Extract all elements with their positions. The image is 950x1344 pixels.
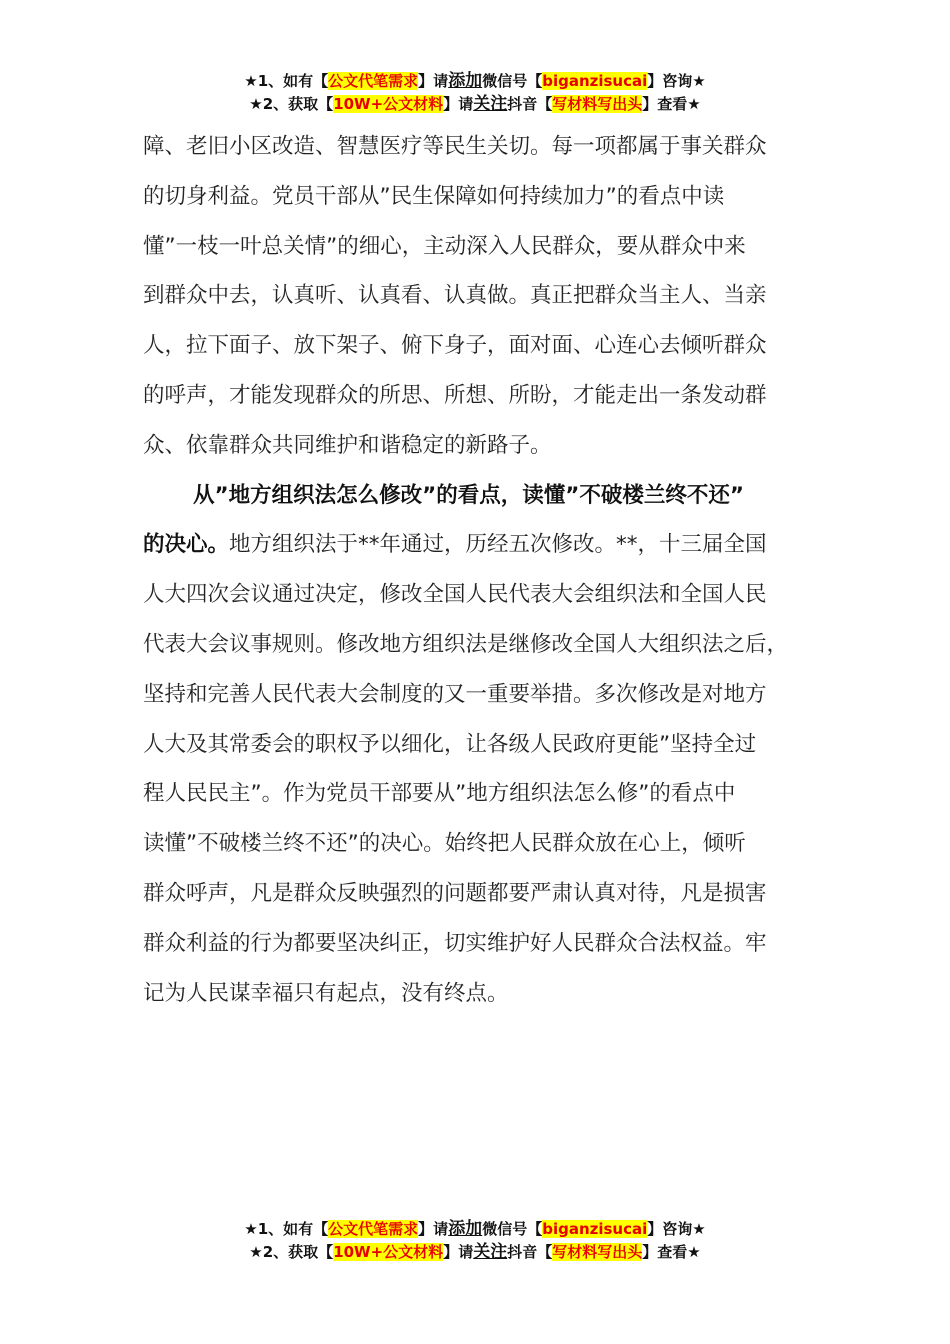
footer-banner <box>0 1218 950 1264</box>
section-heading-end: 的决心。 <box>143 532 230 558</box>
section-heading: 从”地方组织法怎么修改”的看点，读懂”不破楼兰终不还” <box>193 482 745 508</box>
text-line: 群众呼声，凡是群众反映强烈的问题都要严肃认真对待，凡是损害 <box>143 880 767 906</box>
star-icon: ★ <box>692 1220 706 1238</box>
banner-line-2: ★2、获取【10W+公文材料】请关注抖音【写材料写出头】查看★ <box>249 94 701 114</box>
document-body <box>143 122 833 1018</box>
text-line: 代表大会议事规则。修改地方组织法是继修改全国人大组织法之后， <box>143 631 789 657</box>
highlight-materials: 10W+公文材料 <box>333 95 444 113</box>
text-line: 坚持和完善人民代表大会制度的又一重要举措。多次修改是对地方 <box>143 681 767 707</box>
highlight-wechat-id: biganzisucai <box>542 1220 648 1238</box>
text-line: 人，拉下面子、放下架子、俯下身子，面对面、心连心去倾听群众 <box>143 333 767 359</box>
text-line: 程人民民主”。作为党员干部要从”地方组织法怎么修”的看点中 <box>143 781 736 807</box>
text-line: 障、老旧小区改造、智慧医疗等民生关切。每一项都属于事关群众 <box>143 134 767 159</box>
highlight-materials: 10W+公文材料 <box>333 1243 444 1261</box>
star-icon: ★ <box>244 1220 258 1238</box>
emphasis-add: 添加 <box>448 1219 483 1239</box>
text-line: 众、依靠群众共同维护和谐稳定的新路子。 <box>143 432 552 458</box>
banner-line-2: ★2、获取【10W+公文材料】请关注抖音【写材料写出头】查看★ <box>249 1242 701 1262</box>
text-line: 的切身利益。党员干部从”民生保障如何持续加力”的看点中读 <box>143 183 725 209</box>
highlight-douyin-account: 写材料写出头 <box>552 95 643 113</box>
text-line: 懂”一枝一叶总关情”的细心，主动深入人民群众，要从群众中来 <box>143 233 746 259</box>
emphasis-follow: 关注 <box>473 1242 508 1262</box>
highlight-writing-service: 公文代笔需求 <box>328 72 419 90</box>
text-line: 人大四次会议通过决定，修改全国人民代表大会组织法和全国人民 <box>143 582 767 608</box>
banner-line-1: ★1、如有【公文代笔需求】请添加微信号【biganzisucai】咨询★ <box>244 71 706 91</box>
text-line: 的呼声，才能发现群众的所思、所想、所盼，才能走出一条发动群 <box>143 382 767 408</box>
star-icon: ★ <box>249 1243 263 1261</box>
highlight-writing-service: 公文代笔需求 <box>328 1220 419 1238</box>
highlight-wechat-id: biganzisucai <box>542 72 648 90</box>
star-icon: ★ <box>687 1243 701 1261</box>
emphasis-add: 添加 <box>448 71 483 91</box>
star-icon: ★ <box>687 95 701 113</box>
star-icon: ★ <box>692 72 706 90</box>
star-icon: ★ <box>244 72 258 90</box>
star-icon: ★ <box>249 95 263 113</box>
text-line: 到群众中去，认真听、认真看、认真做。真正把群众当主人、当亲 <box>143 283 767 309</box>
emphasis-follow: 关注 <box>473 94 508 114</box>
text-line: 人大及其常委会的职权予以细化，让各级人民政府更能”坚持全过 <box>143 731 757 757</box>
text-line: 的决心。地方组织法于**年通过，历经五次修改。**，十三届全国 <box>143 532 767 558</box>
banner-line-1: ★1、如有【公文代笔需求】请添加微信号【biganzisucai】咨询★ <box>244 1219 706 1239</box>
text-line: 读懂”不破楼兰终不还”的决心。始终把人民群众放在心上，倾听 <box>143 831 746 857</box>
text-line: 记为人民谋幸福只有起点，没有终点。 <box>143 980 509 1006</box>
header-banner <box>0 70 950 116</box>
text-line: 群众利益的行为都要坚决纠正，切实维护好人民群众合法权益。牢 <box>143 930 767 956</box>
paragraph-local-organization-law <box>143 471 833 1019</box>
highlight-douyin-account: 写材料写出头 <box>552 1243 643 1261</box>
paragraph-livelihood <box>143 122 833 471</box>
